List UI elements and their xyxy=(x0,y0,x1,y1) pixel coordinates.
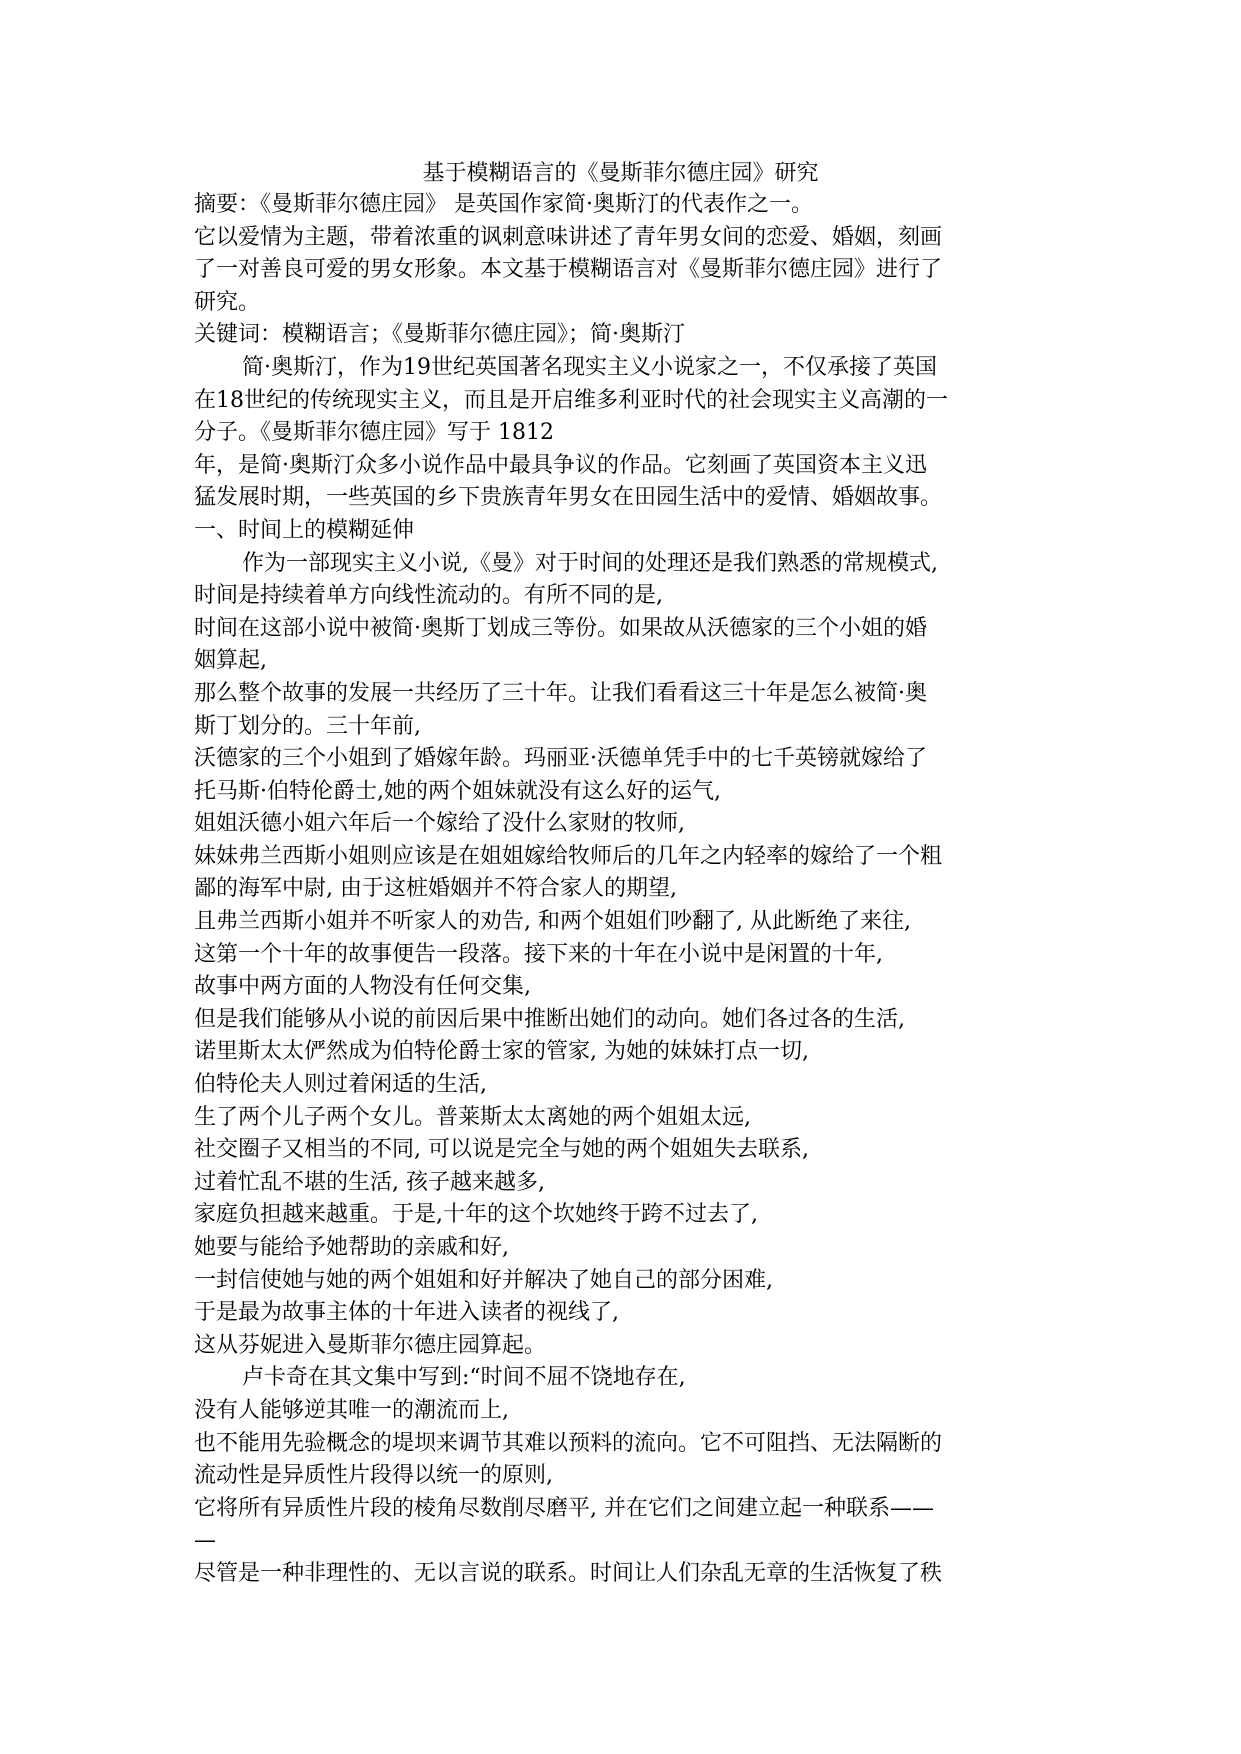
text-line: 姻算起, xyxy=(194,648,267,674)
text-line: 家庭负担越来越重。于是,十年的这个坎她终于跨不过去了, xyxy=(194,1202,758,1228)
text-line: 了一对善良可爱的男女形象。本文基于模糊语言对《曼斯菲尔德庄园》进行了 xyxy=(194,257,943,283)
text-line: 简·奥斯汀，作为19世纪英国著名现实主义小说家之一，不仅承接了英国 xyxy=(242,354,937,380)
text-line: 伯特伦夫人则过着闲适的生活, xyxy=(194,1072,487,1098)
text-line: — xyxy=(194,1528,216,1554)
text-line: 诺里斯太太俨然成为伯特伦爵士家的管家, 为她的妹妹打点一切, xyxy=(194,1039,809,1065)
text-line: 它将所有异质性片段的棱角尽数削尽磨平, 并在它们之间建立起一种联系—— xyxy=(194,1495,934,1521)
text-line: 故事中两方面的人物没有任何交集, xyxy=(194,974,531,1000)
text-line: 没有人能够逆其唯一的潮流而上, xyxy=(194,1397,509,1423)
text-line: 这从芬妮进入曼斯菲尔德庄园算起。 xyxy=(194,1332,547,1358)
text-line: 斯丁划分的。三十年前, xyxy=(194,713,421,739)
text-line: 时间在这部小说中被简·奥斯丁划成三等份。如果故从沃德家的三个小姐的婚 xyxy=(194,615,927,641)
text-line: 分子。《曼斯菲尔德庄园》写于 1812 xyxy=(194,420,554,446)
text-line: 托马斯·伯特伦爵士,她的两个姐妹就没有这么好的运气, xyxy=(194,778,721,804)
text-line: 但是我们能够从小说的前因后果中推断出她们的动向。她们各过各的生活, xyxy=(194,1006,905,1032)
text-line: 社交圈子又相当的不同, 可以说是完全与她的两个姐姐失去联系, xyxy=(194,1137,809,1163)
text-line: 时间是持续着单方向线性流动的。有所不同的是, xyxy=(194,583,663,609)
text-line: 流动性是异质性片段得以统一的原则, xyxy=(194,1463,553,1489)
text-line: 在18世纪的传统现实主义，而且是开启维多利亚时代的社会现实主义高潮的一 xyxy=(194,387,948,413)
text-line: 研究。 xyxy=(194,289,261,315)
text-line: 一、时间上的模糊延伸 xyxy=(194,517,415,543)
document-body xyxy=(194,189,1054,1591)
text-line: 姐姐沃德小姐六年后一个嫁给了没什么家财的牧师, xyxy=(194,811,685,837)
text-line: 鄙的海军中尉, 由于这桩婚姻并不符合家人的期望, xyxy=(194,876,677,902)
text-line: 猛发展时期，一些英国的乡下贵族青年男女在田园生活中的爱情、婚姻故事。 xyxy=(194,485,943,511)
text-line: 尽管是一种非理性的、无以言说的联系。时间让人们杂乱无章的生活恢复了秩 xyxy=(194,1560,943,1586)
text-line: 于是最为故事主体的十年进入读者的视线了, xyxy=(194,1300,619,1326)
text-line: 摘要：《曼斯菲尔德庄园》 是英国作家简·奥斯汀的代表作之一。 xyxy=(194,192,813,217)
text-line: 一封信使她与她的两个姐姐和好并解决了她自己的部分困难, xyxy=(194,1267,773,1293)
text-line: 关键词：模糊语言；《曼斯菲尔德庄园》；简·奥斯汀 xyxy=(194,322,685,348)
text-line: 这第一个十年的故事便告一段落。接下来的十年在小说中是闲置的十年, xyxy=(194,941,883,967)
text-line: 那么整个故事的发展一共经历了三十年。让我们看看这三十年是怎么被简·奥 xyxy=(194,680,927,706)
text-line: 妹妹弗兰西斯小姐则应该是在姐姐嫁给牧师后的几年之内轻率的嫁给了一个粗 xyxy=(194,843,943,869)
text-line: 且弗兰西斯小姐并不听家人的劝告, 和两个姐姐们吵翻了, 从此断绝了来往, xyxy=(194,909,911,935)
text-line: 生了两个儿子两个女儿。普莱斯太太离她的两个姐姐太远, xyxy=(194,1104,751,1130)
document-title: 基于模糊语言的《曼斯菲尔德庄园》研究 xyxy=(422,161,819,186)
text-line: 作为一部现实主义小说,《曼》对于时间的处理还是我们熟悉的常规模式, xyxy=(242,550,938,576)
text-line: 卢卡奇在其文集中写到:“时间不屈不饶地存在, xyxy=(242,1365,686,1391)
text-line: 年，是简·奥斯汀众多小说作品中最具争议的作品。它刻画了英国资本主义迅 xyxy=(194,452,927,478)
text-line: 它以爱情为主题，带着浓重的讽刺意味讲述了青年男女间的恋爱、婚姻，刻画 xyxy=(194,224,943,250)
text-line: 过着忙乱不堪的生活, 孩子越来越多, xyxy=(194,1169,545,1195)
text-line: 沃德家的三个小姐到了婚嫁年龄。玛丽亚·沃德单凭手中的七千英镑就嫁给了 xyxy=(194,746,927,772)
text-line: 她要与能给予她帮助的亲戚和好, xyxy=(194,1235,509,1260)
text-line: 也不能用先验概念的堤坝来调节其难以预料的流向。它不可阻挡、无法隔断的 xyxy=(194,1430,943,1456)
